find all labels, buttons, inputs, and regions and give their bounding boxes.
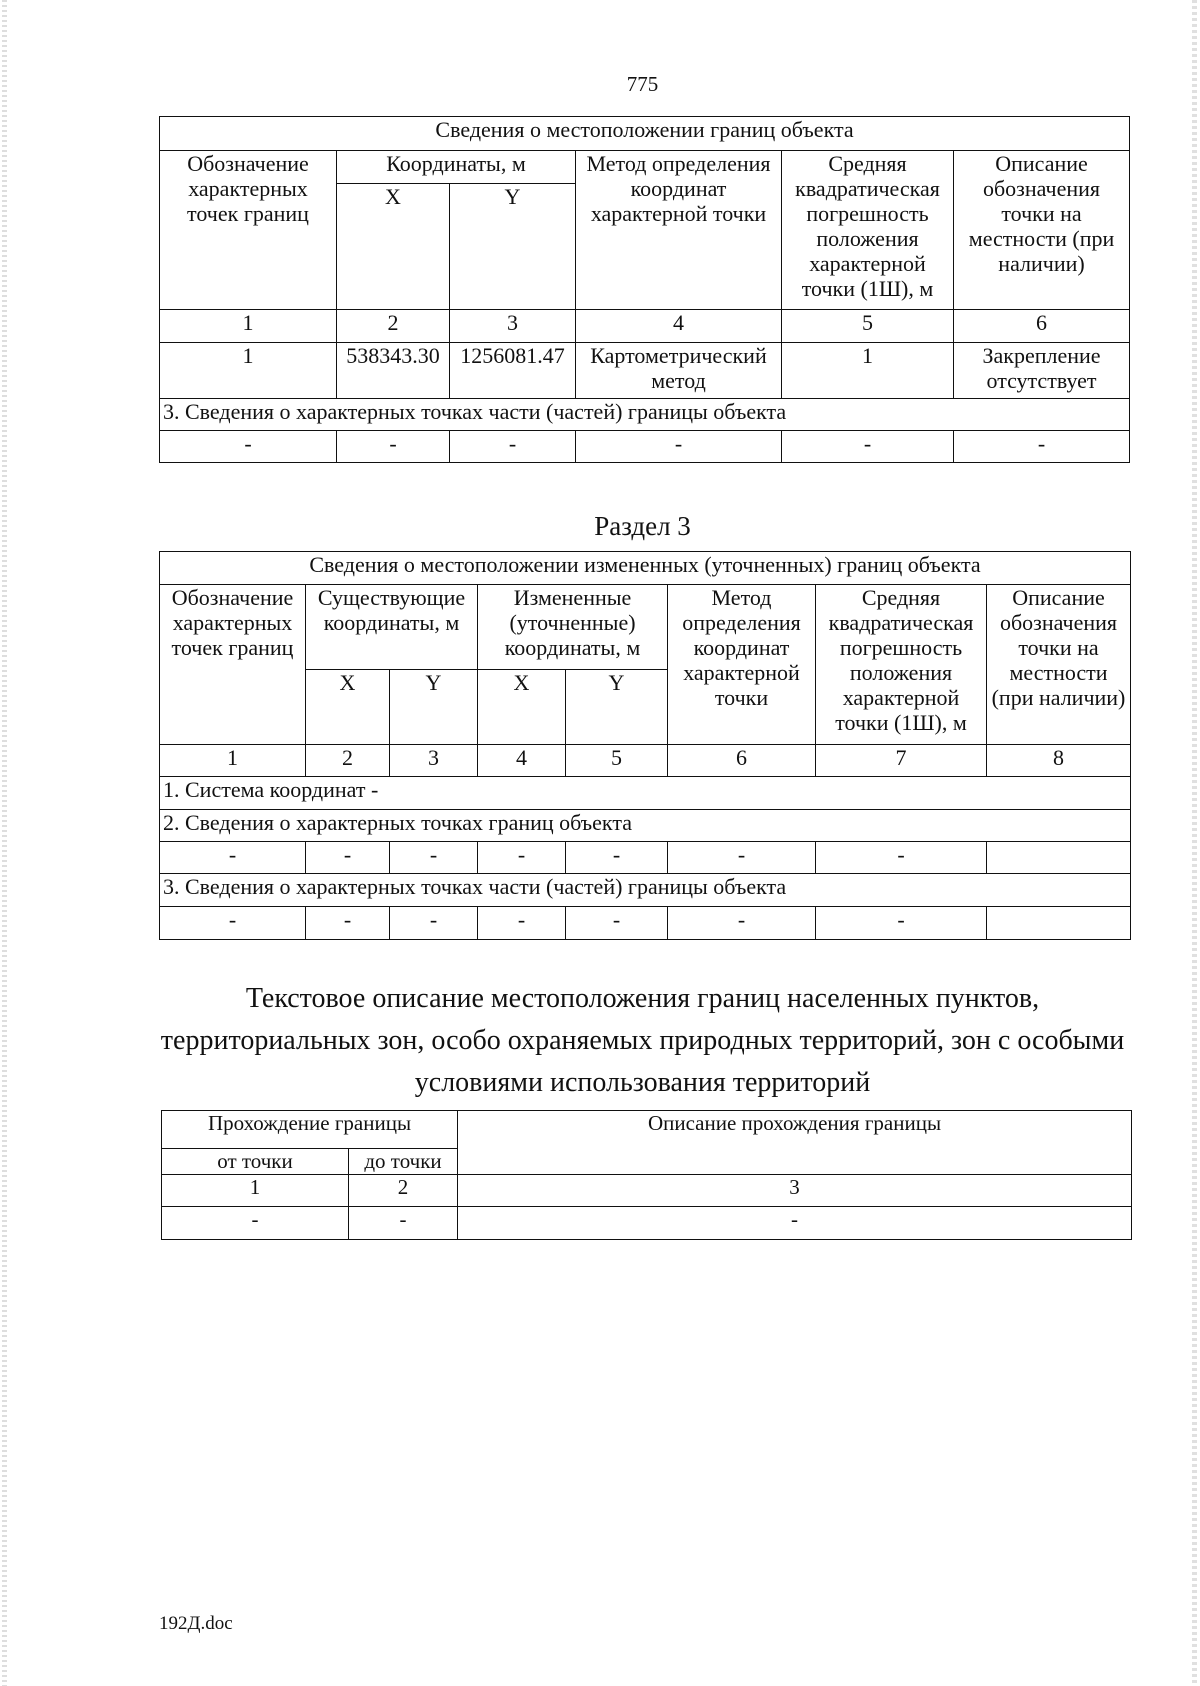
dash-cell: - xyxy=(450,431,576,463)
table3-header-passage: Прохождение границы xyxy=(162,1111,458,1149)
scan-edge-right xyxy=(1192,0,1197,1686)
dash-cell: - xyxy=(160,431,337,463)
dash-cell: - xyxy=(668,842,816,874)
dash-cell: - xyxy=(337,431,450,463)
text-description-heading: Текстовое описание местоположения границ населенных пунктов, территориальных зон, особо охраняемых природных территорий, зон с особыми условиями использования территорий xyxy=(160,983,1125,1098)
dash-cell: - xyxy=(954,431,1130,463)
point-x: 538343.30 xyxy=(337,343,450,399)
table2-number-row xyxy=(160,745,1131,777)
dash-cell: - xyxy=(782,431,954,463)
dash-cell: - xyxy=(390,842,478,874)
page-number: 775 xyxy=(626,72,659,96)
table1-header-designation: Обозначение характерных точек границ xyxy=(160,151,337,310)
dash-cell: - xyxy=(478,907,566,940)
table3-number-cell: 2 xyxy=(349,1175,458,1207)
scan-edge-left xyxy=(2,0,7,1686)
table1-header-description: Описание обозначения точки на местности (при наличии) xyxy=(954,151,1130,310)
dash-cell: - xyxy=(160,842,306,874)
boundary-location-table xyxy=(159,116,1130,463)
table2-number-cell: 6 xyxy=(668,745,816,777)
boundary-passage-table xyxy=(161,1110,1132,1240)
dash-cell: - xyxy=(566,907,668,940)
table2-header-description: Описание обозначения точки на местности (при наличии) xyxy=(987,585,1131,745)
table1-section3-title: 3. Сведения о характерных точках части (частей) границы объекта xyxy=(160,399,1130,431)
table2-header-changed-y: Y xyxy=(566,670,668,745)
dash-cell: - xyxy=(576,431,782,463)
table1-number-cell: 4 xyxy=(576,310,782,343)
dash-cell: - xyxy=(349,1207,458,1240)
table1-dash-row xyxy=(160,431,1130,463)
table1-number-cell: 3 xyxy=(450,310,576,343)
table3-number-cell: 3 xyxy=(458,1175,1132,1207)
table1-number-cell: 2 xyxy=(337,310,450,343)
dash-cell: - xyxy=(668,907,816,940)
table2-number-cell: 4 xyxy=(478,745,566,777)
table3-header-from: от точки xyxy=(162,1149,349,1175)
table2-number-cell: 2 xyxy=(306,745,390,777)
table3-header-to: до точки xyxy=(349,1149,458,1175)
dash-cell xyxy=(987,907,1131,940)
dash-cell: - xyxy=(160,907,306,940)
table1-number-row xyxy=(160,310,1130,343)
table1-number-cell: 6 xyxy=(954,310,1130,343)
table2-dash-row xyxy=(160,842,1131,874)
point-error: 1 xyxy=(782,343,954,399)
table2-header-designation: Обозначение характерных точек границ xyxy=(160,585,306,745)
section-heading: Раздел 3 xyxy=(594,511,691,541)
dash-cell xyxy=(987,842,1131,874)
table2-number-cell: 8 xyxy=(987,745,1131,777)
dash-cell: - xyxy=(566,842,668,874)
table2-header-existing: Существующие координаты, м xyxy=(306,585,478,670)
dash-cell: - xyxy=(458,1207,1132,1240)
file-name-footer: 192Д.doc xyxy=(159,1613,233,1634)
table2-coordinate-system: 1. Система координат - xyxy=(160,777,1131,810)
table3-number-row xyxy=(162,1175,1132,1207)
dash-cell: - xyxy=(306,907,390,940)
table-row xyxy=(160,343,1130,399)
table1-header-error: Средняя квадратическая погрешность положения характерной точки (1Ш), м xyxy=(782,151,954,310)
table2-number-cell: 7 xyxy=(816,745,987,777)
table1-header-y: Y xyxy=(450,184,576,310)
dash-cell: - xyxy=(478,842,566,874)
table2-title: Сведения о местоположении измененных (уточненных) границ объекта xyxy=(160,552,1131,585)
point-y: 1256081.47 xyxy=(450,343,576,399)
table1-header-x: X xyxy=(337,184,450,310)
table2-header-method: Метод определения координат характерной точки xyxy=(668,585,816,745)
dash-cell: - xyxy=(306,842,390,874)
dash-cell: - xyxy=(162,1207,349,1240)
table2-header-changed: Измененные (уточненные) координаты, м xyxy=(478,585,668,670)
dash-cell: - xyxy=(390,907,478,940)
table1-header-coordinates: Координаты, м xyxy=(337,151,576,184)
table3-dash-row xyxy=(162,1207,1132,1240)
table2-header-error: Средняя квадратическая погрешность положения характерной точки (1Ш), м xyxy=(816,585,987,745)
table1-title: Сведения о местоположении границ объекта xyxy=(160,117,1130,151)
table2-section2-title: 2. Сведения о характерных точках границ объекта xyxy=(160,810,1131,842)
table2-header-existing-x: X xyxy=(306,670,390,745)
point-description: Закрепление отсутствует xyxy=(954,343,1130,399)
dash-cell: - xyxy=(816,907,987,940)
table1-number-cell: 1 xyxy=(160,310,337,343)
table2-section3-title: 3. Сведения о характерных точках части (частей) границы объекта xyxy=(160,874,1131,907)
table1-number-cell: 5 xyxy=(782,310,954,343)
table3-number-cell: 1 xyxy=(162,1175,349,1207)
table2-number-cell: 5 xyxy=(566,745,668,777)
table2-header-existing-y: Y xyxy=(390,670,478,745)
table2-dash-row xyxy=(160,907,1131,940)
changed-boundary-table xyxy=(159,551,1131,940)
table3-header-description: Описание прохождения границы xyxy=(458,1111,1132,1175)
dash-cell: - xyxy=(816,842,987,874)
point-method: Картометрический метод xyxy=(576,343,782,399)
table2-number-cell: 1 xyxy=(160,745,306,777)
table2-number-cell: 3 xyxy=(390,745,478,777)
table2-header-changed-x: X xyxy=(478,670,566,745)
table1-header-method: Метод определения координат характерной точки xyxy=(576,151,782,310)
point-number: 1 xyxy=(160,343,337,399)
